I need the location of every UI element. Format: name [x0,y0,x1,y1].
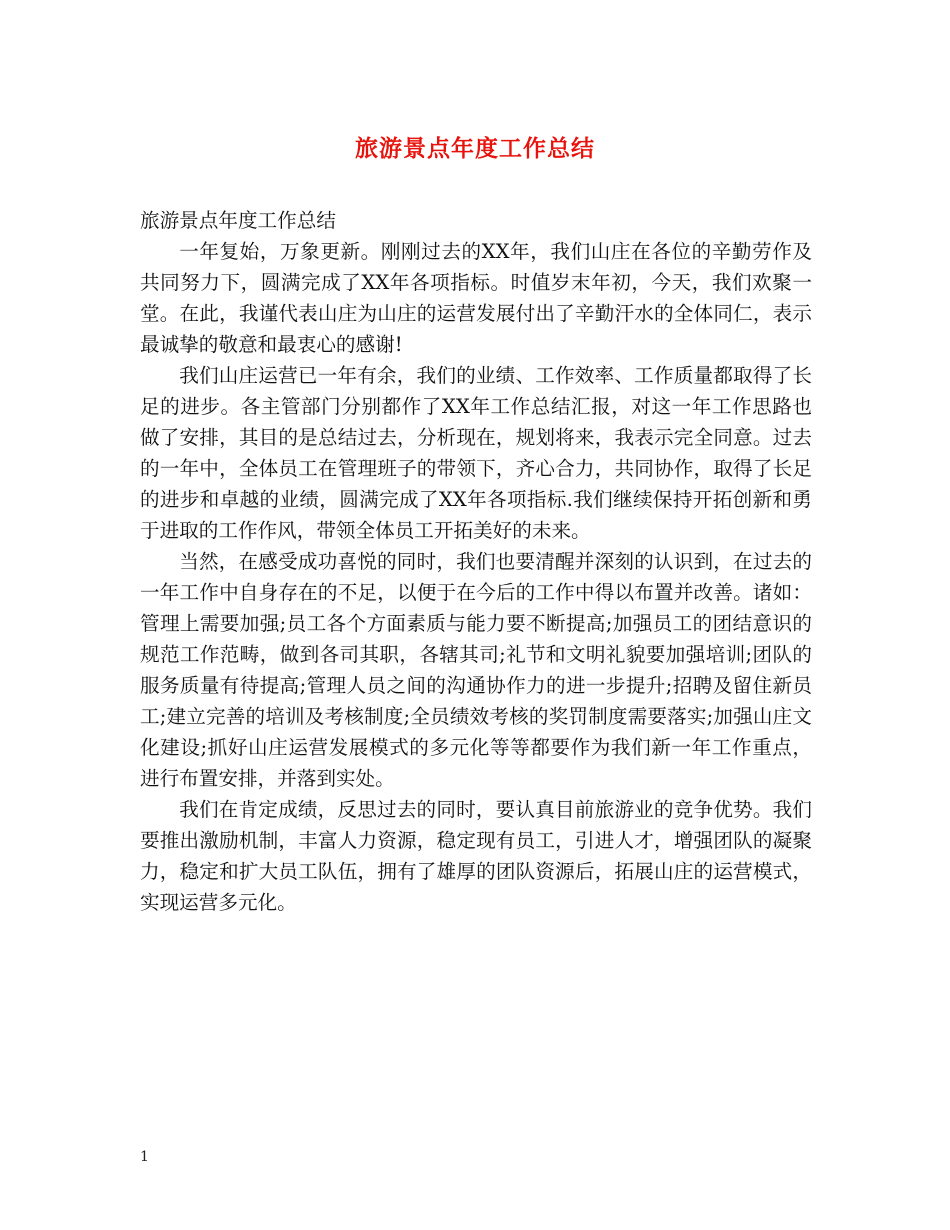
paragraph-3: 当然，在感受成功喜悦的同时，我们也要清醒并深刻的认识到，在过去的一年工作中自身存在的不足，以便于在今后的工作中得以布置并改善。诸如：管理上需要加强;员工各个方面素质与能力要不断提高;加强员工的团结意识的规范工作范畴，做到各司其职，各辖其司;礼节和文明礼貌要加强培训;团队的服务质量有待提高;管理人员之间的沟通协作力的进一步提升;招聘及留住新员工;建立完善的培训及考核制度;全员绩效考核的奖罚制度需要落实;加强山庄文化建设;抓好山庄运营发展模式的多元化等等都要作为我们新一年工作重点，进行布置安排，并落到实处。 [140,550,812,790]
page-number: 1 [140,1149,149,1165]
paragraph-2: 我们山庄运营已一年有余，我们的业绩、工作效率、工作质量都取得了长足的进步。各主管部门分别都作了XX年工作总结汇报，对这一年工作思路也做了安排，其目的是总结过去，分析现在，规划将来，我表示完全同意。过去的一年中，全体员工在管理班子的带领下，齐心合力，共同协作，取得了长足的进步和卓越的业绩，圆满完成了XX年各项指标.我们继续保持开拓创新和勇于进取的工作作风，带领全体员工开拓美好的未来。 [140,364,812,542]
document-title: 旅游景点年度工作总结 [355,135,595,162]
document-subtitle: 旅游景点年度工作总结 [140,209,336,232]
paragraph-1: 一年复始，万象更新。刚刚过去的XX年，我们山庄在各位的辛勤劳作及共同努力下，圆满完成了XX年各项指标。时值岁末年初，今天，我们欢聚一堂。在此，我谨代表山庄为山庄的运营发展付出了辛勤汗水的全体同仁，表示最诚挚的敬意和最衷心的感谢! [140,240,812,356]
document-body [140,205,812,918]
paragraph-4: 我们在肯定成绩，反思过去的同时，要认真目前旅游业的竞争优势。我们要推出激励机制，丰富人力资源，稳定现有员工，引进人才，增强团队的凝聚力，稳定和扩大员工队伍，拥有了雄厚的团队资源后，拓展山庄的运营模式，实现运营多元化。 [140,798,812,914]
